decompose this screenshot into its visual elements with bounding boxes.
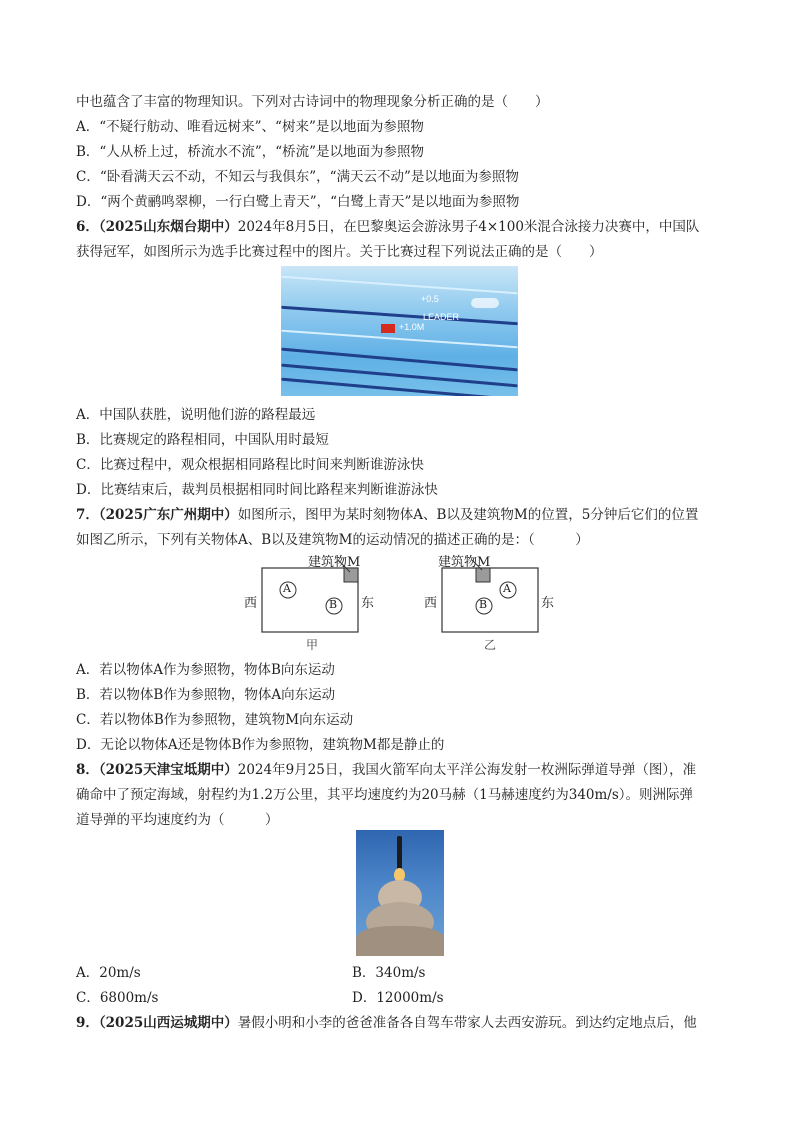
q5-option-a: A．“不疑行舫动、唯看远树来”、“树来”是以地面为参照物: [76, 119, 424, 135]
q6-line2: 获得冠军，如图所示为选手比赛过程中的图片。关于比赛过程下列说法正确的是（ ）: [76, 244, 603, 260]
q7-option-d: D．无论以物体A还是物体B作为参照物，建筑物M都是静止的: [76, 737, 445, 753]
q8-option-d: D．12000m/s: [352, 990, 444, 1006]
q7-number: 7．: [76, 507, 99, 523]
flag-label-leader: LEADER: [423, 312, 460, 322]
jia-west-label: 西: [244, 596, 258, 611]
q7-line2: 如图乙所示，下列有关物体A、B以及建筑物M的运动情况的描述正确的是：（ ）: [76, 532, 589, 548]
q5-option-d: D．“两个黄鹂鸣翠柳，一行白鹭上青天”，“白鹭上青天”是以地面为参照物: [76, 194, 520, 210]
q8-text1: 2024年9月25日，我国火箭军向太平洋公海发射一枚洲际弹道导弹（图），准: [237, 762, 697, 778]
jia-building-label: 建筑物M: [308, 555, 361, 570]
q7-line1: [76, 505, 698, 525]
q6-option-c: C．比赛过程中，观众根据相同路程比时间来判断谁游泳快: [76, 457, 424, 473]
q9-number: 9．: [76, 1015, 99, 1031]
q8-option-a: A．20m/s: [76, 965, 141, 981]
yi-building-label: 建筑物M: [438, 555, 491, 570]
diagram-jia: [240, 548, 385, 658]
diagram-yi: [420, 548, 565, 658]
swimmer-splash: [471, 298, 499, 308]
q6-option-a: A．中国队获胜，说明他们游的路程最远: [76, 407, 316, 423]
q8-line1: [76, 760, 696, 780]
q8-option-b: B．340m/s: [352, 965, 426, 981]
q9-line1: [76, 1013, 697, 1033]
q7-option-b: B．若以物体B作为参照物，物体A向东运动: [76, 687, 336, 703]
yi-caption: 乙: [484, 638, 497, 652]
q6-line1: [76, 217, 699, 237]
china-flag-icon: [381, 324, 395, 333]
q9-source: （2025山西运城期中）: [98, 1015, 238, 1031]
q6-text1: 2024年8月5日，在巴黎奥运会游泳男子4×100米混合泳接力决赛中，中国队: [237, 219, 700, 235]
q8-number: 8．: [76, 762, 99, 778]
yi-east-label: 东: [541, 596, 555, 611]
intro-line: 中也蕴含了丰富的物理知识。下列对古诗词中的物理现象分析正确的是（ ）: [76, 94, 549, 110]
q9-text1: 暑假小明和小李的爸爸准备各自驾车带家人去西安游玩。到达约定地点后，他: [237, 1015, 697, 1031]
jia-object-b: B: [329, 598, 338, 611]
q7-option-c: C．若以物体B作为参照物，建筑物M向东运动: [76, 712, 354, 728]
jia-east-label: 东: [361, 596, 375, 611]
q5-option-b: B．“人从桥上过，桥流水不流”，“桥流”是以地面为参照物: [76, 144, 425, 160]
swimming-pool-image: [281, 266, 518, 396]
q7-text1: 如图所示，图甲为某时刻物体A、B以及建筑物M的位置，5分钟后它们的位置: [237, 507, 699, 523]
q8-line2: 确命中了预定海域，射程约为1.2万公里，其平均速度约为20马赫（1马赫速度约为340m/s）。则洲际弹: [76, 787, 694, 803]
yi-object-a: A: [503, 582, 511, 595]
flag-label-china: +1.0M: [399, 322, 425, 332]
q8-option-c: C．6800m/s: [76, 990, 159, 1006]
yi-west-label: 西: [424, 596, 438, 611]
q6-source: （2025山东烟台期中）: [98, 219, 238, 235]
flag-label-usa: +0.5: [421, 294, 439, 304]
q7-option-a: A．若以物体A作为参照物，物体B向东运动: [76, 662, 335, 678]
jia-caption: 甲: [306, 638, 319, 652]
q7-source: （2025广东广州期中）: [98, 507, 238, 523]
q6-option-d: D．比赛结束后，裁判员根据相同时间比路程来判断谁游泳快: [76, 482, 438, 498]
missile-launch-image: [356, 830, 444, 956]
q6-number: 6．: [76, 219, 99, 235]
q6-option-b: B．比赛规定的路程相同，中国队用时最短: [76, 432, 329, 448]
q8-source: （2025天津宝坻期中）: [98, 762, 238, 778]
q8-line3: 道导弹的平均速度约为（ ）: [76, 812, 279, 828]
q5-option-c: C．“卧看满天云不动，不知云与我俱东”，“满天云不动”是以地面为参照物: [76, 169, 519, 185]
yi-object-b: B: [479, 598, 488, 611]
jia-object-a: A: [283, 582, 291, 595]
